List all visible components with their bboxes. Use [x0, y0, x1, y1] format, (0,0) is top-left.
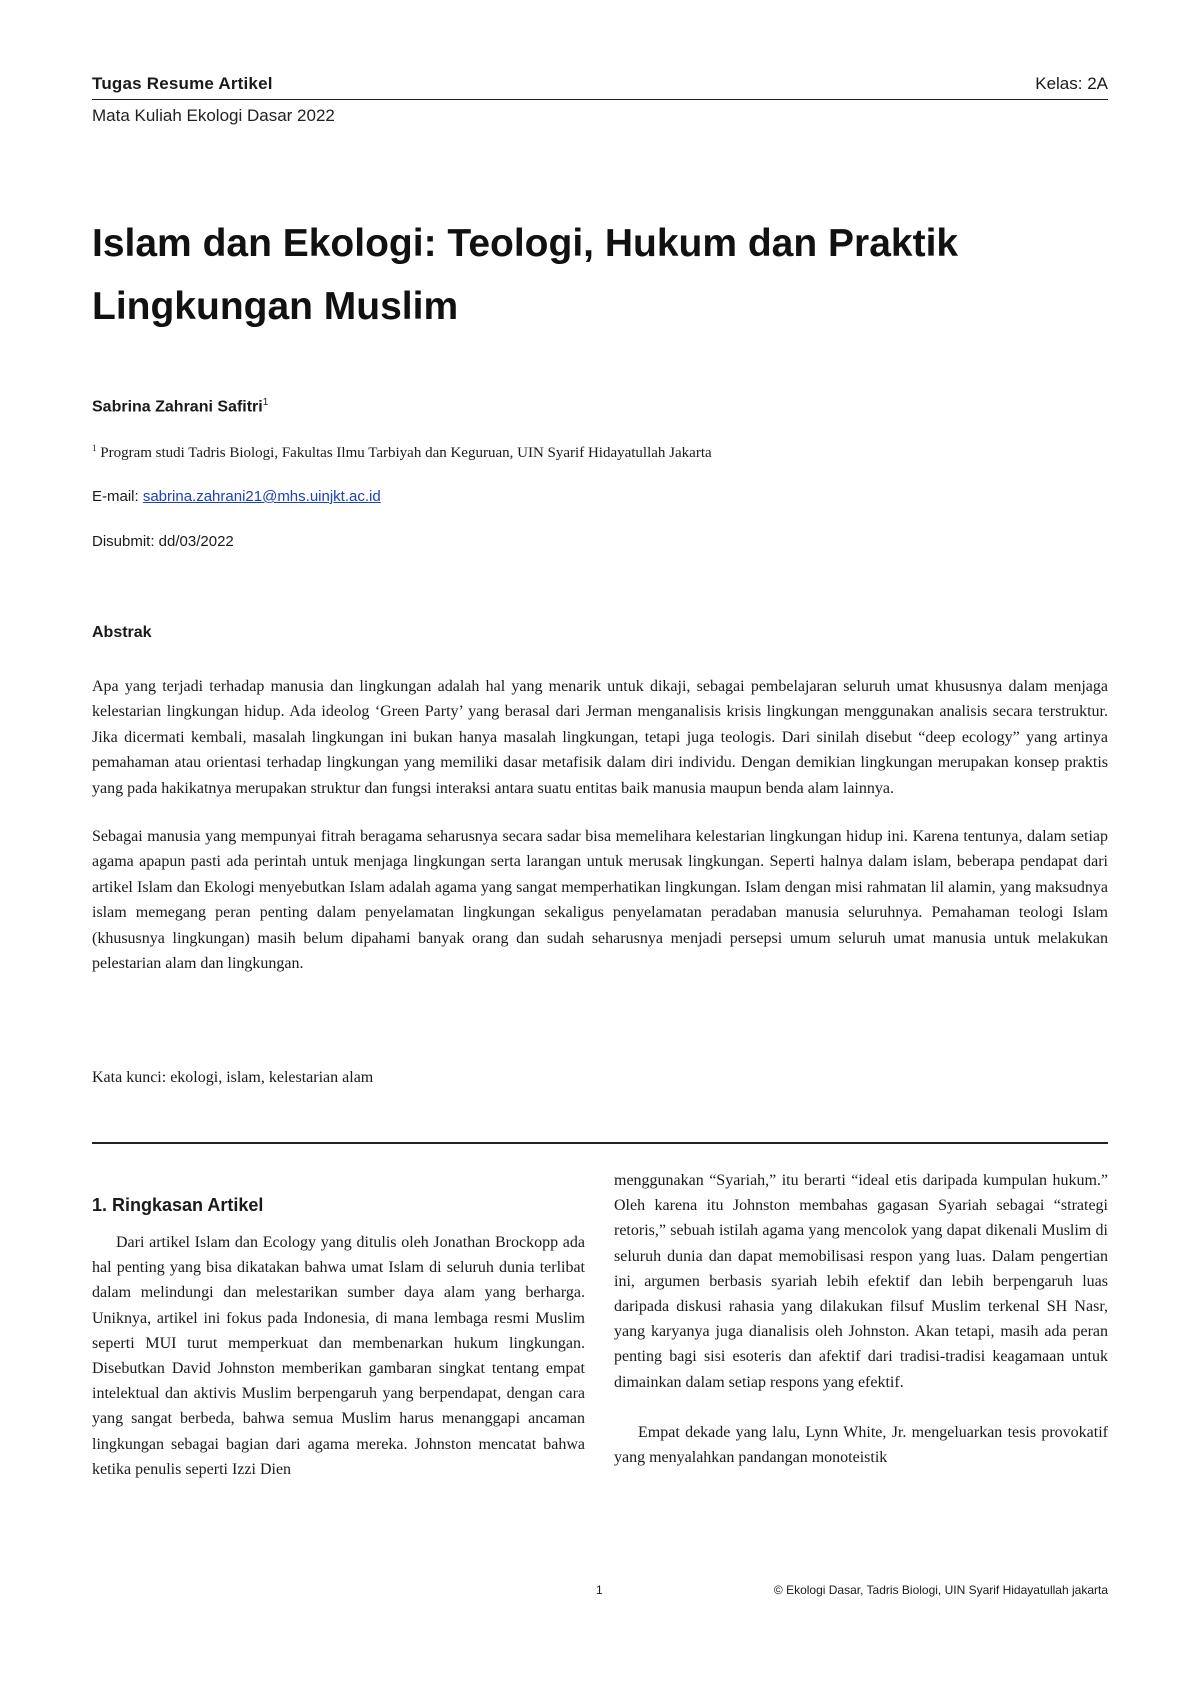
abstract-body	[92, 674, 1108, 999]
right-column-paragraph-2: Empat dekade yang lalu, Lynn White, Jr. mengeluarkan tesis provokatif yang menyalahkan pandangan monoteistik	[614, 1423, 1108, 1467]
keywords: Kata kunci: ekologi, islam, kelestarian alam	[92, 1069, 374, 1086]
article-title-line-1: Islam dan Ekologi: Teologi, Hukum dan Praktik	[92, 222, 959, 265]
author-name-text: Sabrina Zahrani Safitri	[92, 398, 263, 416]
footer-copyright: © Ekologi Dasar, Tadris Biologi, UIN Syarif Hidayatullah jakarta	[773, 1583, 1108, 1597]
author-affiliation	[92, 443, 712, 462]
submission-date: Disubmit: dd/03/2022	[92, 533, 234, 550]
author-email	[92, 488, 381, 505]
left-column-paragraph: Dari artikel Islam dan Ecology yang ditulis oleh Jonathan Brockopp ada hal penting yang bisa dikatakan bahwa umat Islam di seluruh dunia terlibat dalam melindungi dan melestarikan sumber daya alam yang berharga. Uniknya, artikel ini fokus pada Indonesia, di mana lembaga resmi Muslim seperti MUI turut memperkuat dan membenarkan hukum lingkungan. Disebutkan David Johnston memberikan gambaran singkat tentang empat intelektual dan aktivis Muslim berpengaruh yang berpendapat, dengan cara yang sangat berbeda, bahwa semua Muslim harus menanggapi ancaman lingkungan sebagai bagian dari agama mereka. Johnston mencatat bahwa ketika penulis seperti Izzi Dien	[92, 1234, 585, 1478]
article-title	[92, 212, 1092, 338]
article-title-line-2: Lingkungan Muslim	[92, 285, 459, 328]
email-label: E-mail:	[92, 488, 143, 505]
section-heading: 1. Ringkasan Artikel	[92, 1195, 264, 1215]
page-number: 1	[596, 1583, 603, 1597]
header-subtitle: Mata Kuliah Ekologi Dasar 2022	[92, 106, 335, 125]
header-divider	[92, 99, 1108, 100]
abstract-paragraph-2: Sebagai manusia yang mempunyai fitrah beragama seharusnya secara sadar bisa memelihara kelestarian lingkungan hidup ini. Karena tentunya, dalam setiap agama apapun pasti ada perintah untuk menjaga lingkungan serta larangan untuk merusak lingkungan. Seperti halnya dalam islam, beberapa pendapat dari artikel Islam dan Ekologi menyebutkan Islam adalah agama yang sangat memperhatikan lingkungan. Islam dengan misi rahmatan lil alamin, yang maksudnya islam memegang peran penting dalam penyelamatan lingkungan sekaligus penyelamatan peradaban manusia seluruhnya. Pemahaman teologi Islam (khususnya lingkungan) masih belum dipahami banyak orang dan sudah seharusnya menjadi persepsi umum seluruh umat manusia untuk melakukan pelestarian alam dan lingkungan.	[92, 828, 1108, 973]
affiliation-superscript: 1	[92, 443, 97, 453]
author-superscript: 1	[262, 397, 269, 408]
author-name	[92, 397, 268, 416]
abstract-paragraph-1: Apa yang terjadi terhadap manusia dan lingkungan adalah hal yang menarik untuk dikaji, sebagai pembelajaran seluruh umat khususnya dalam menjaga kelestarian lingkungan hidup. Ada ideolog ‘Green Party’ yang berasal dari Jerman menganalisis krisis lingkungan menggunakan analisis secara terstruktur. Jika dicermati kembali, masalah lingkungan ini bukan hanya masalah lingkungan, tetapi juga teologis. Dari sinilah disebut “deep ecology” yang artinya pemahaman atau orientasi terhadap lingkungan yang memiliki dasar metafisik dalam diri individu. Dengan demikian lingkungan merupakan konsep praktis yang pada hakikatnya merupakan struktur dan fungsi interaksi antara suatu entitas baik manusia maupun benda alam lainnya.	[92, 678, 1108, 797]
section-divider	[92, 1142, 1108, 1144]
email-link[interactable]: sabrina.zahrani21@mhs.uinjkt.ac.id	[142, 488, 381, 505]
header-class-label: Kelas: 2A	[1035, 74, 1108, 93]
abstract-heading: Abstrak	[92, 624, 152, 641]
right-column-paragraph-1: menggunakan “Syariah,” itu berarti “ideal etis daripada kumpulan hukum.” Oleh karena itu Johnston membahas gagasan Syariah sebagai “strategi retoris,” sebuah istilah agama yang mencolok yang dapat dikenali Muslim di seluruh dunia dan dapat memobilisasi respon yang luas. Dalam pengertian ini, argumen berbasis syariah lebih efektif dan lebih berpengaruh luas daripada diskusi rahasia yang dilakukan filsuf Muslim terkenal SH Nasr, yang karyanya juga dianalisis oleh Johnston. Akan tetapi, masih ada peran penting bagi sisi esoteris dan afektif dari tradisi-tradisi keagamaan untuk dimainkan dalam setiap respons yang efektif.	[614, 1172, 1108, 1391]
affiliation-text: Program studi Tadris Biologi, Fakultas Ilmu Tarbiyah dan Keguruan, UIN Syarif Hidayatullah Jakarta	[96, 445, 712, 461]
left-column	[92, 1195, 585, 1482]
header-course-label: Tugas Resume Artikel	[92, 74, 273, 93]
right-column	[614, 1168, 1108, 1470]
